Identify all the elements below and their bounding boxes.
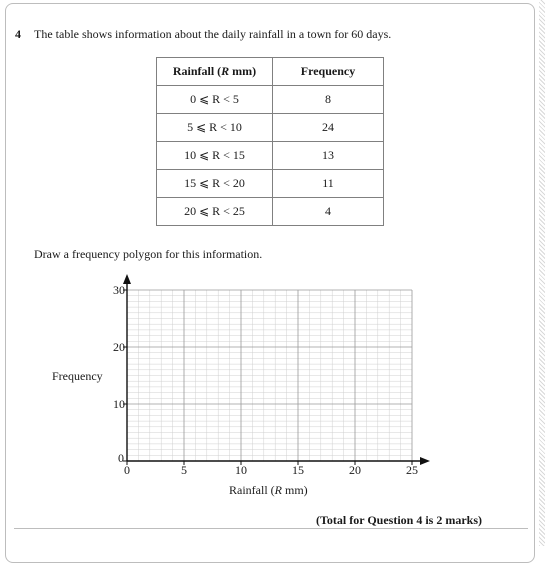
question-number: 4 xyxy=(15,27,21,41)
header-frequency: Frequency xyxy=(273,58,384,86)
x-tick-label: 10 xyxy=(235,463,247,477)
interval-cell: 0 ⩽ R < 5 xyxy=(157,86,273,114)
y-tick-label: 30 xyxy=(113,283,125,297)
x-tick-label: 15 xyxy=(292,463,304,477)
axes xyxy=(123,274,430,465)
interval-cell: 10 ⩽ R < 15 xyxy=(157,142,273,170)
x-tick-label: 5 xyxy=(181,463,187,477)
frequency-cell: 11 xyxy=(273,170,384,198)
interval-cell: 5 ⩽ R < 10 xyxy=(157,114,273,142)
minor-gridlines xyxy=(127,290,412,461)
x-tick-label: 25 xyxy=(406,463,418,477)
y-tick-labels xyxy=(113,283,127,465)
x-axis-arrow xyxy=(420,457,430,465)
frequency-cell: 13 xyxy=(273,142,384,170)
frequency-cell: 4 xyxy=(273,198,384,226)
frequency-cell: 8 xyxy=(273,86,384,114)
y-axis-label: Frequency xyxy=(52,369,103,383)
x-tick-labels xyxy=(124,461,418,477)
instruction-text: Draw a frequency polygon for this information. xyxy=(34,247,263,261)
x-tick-label: 0 xyxy=(124,463,130,477)
question-text: The table shows information about the daily rainfall in a town for 60 days. xyxy=(34,27,392,41)
x-axis-label: Rainfall (R mm) xyxy=(229,483,308,497)
y-tick-label: 10 xyxy=(113,397,125,411)
interval-cell: 15 ⩽ R < 20 xyxy=(157,170,273,198)
x-tick-label: 20 xyxy=(349,463,361,477)
total-marks: (Total for Question 4 is 2 marks) xyxy=(316,513,483,527)
header-rainfall: Rainfall (R mm) xyxy=(157,58,273,86)
y-tick-label: 20 xyxy=(113,340,125,354)
y-tick-label: 0 xyxy=(118,451,124,465)
interval-cell: 20 ⩽ R < 25 xyxy=(157,198,273,226)
footer-rule xyxy=(14,528,528,529)
frequency-cell: 24 xyxy=(273,114,384,142)
